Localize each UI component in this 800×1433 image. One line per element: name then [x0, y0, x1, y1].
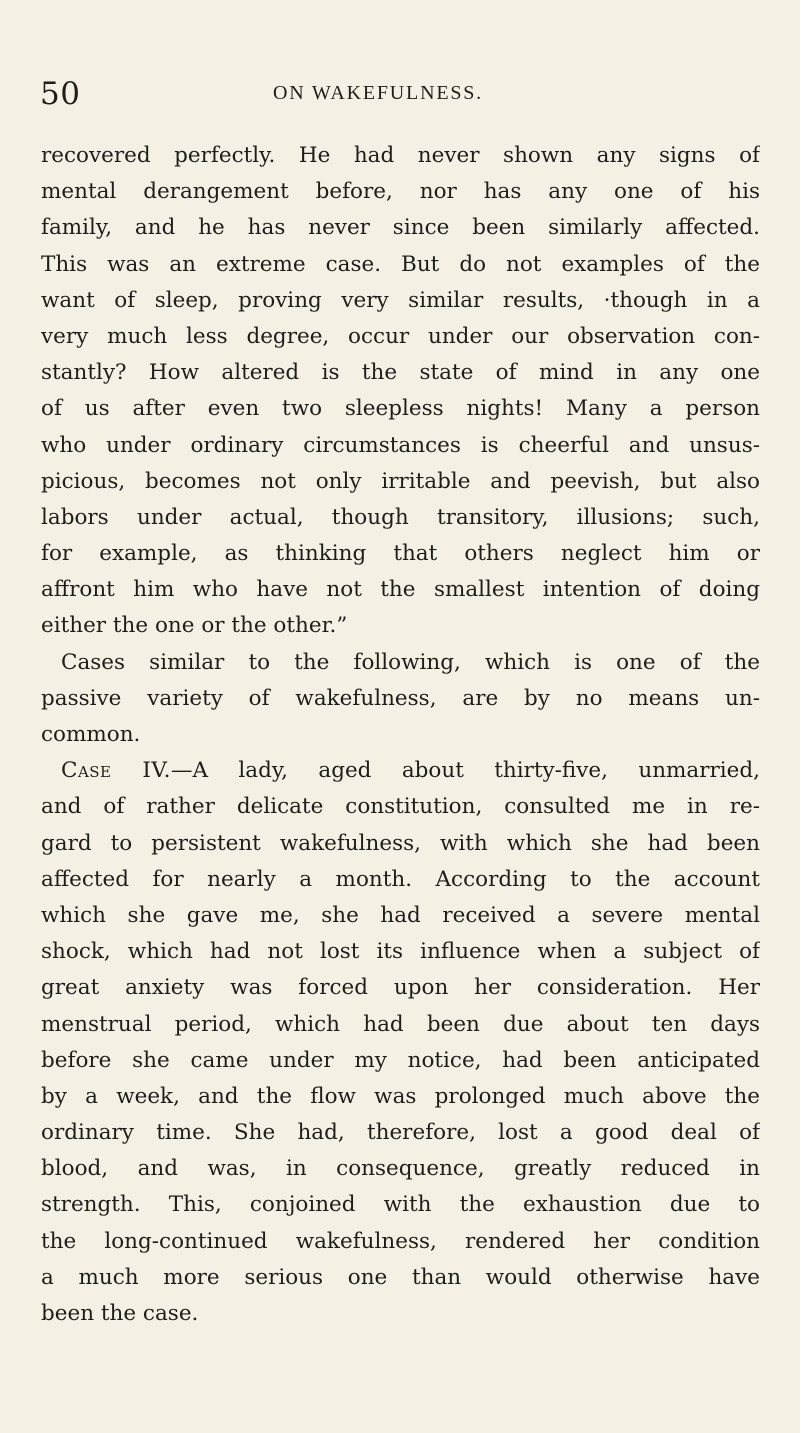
page-number: 50 — [40, 76, 81, 112]
text-line: Cases similar to the following, which is one of the — [61, 649, 760, 675]
text-line: for example, as thinking that others neglect him or — [41, 541, 760, 567]
text-line: by a week, and the flow was prolonged much above the — [41, 1083, 760, 1109]
text-line: been the case. — [41, 1301, 199, 1326]
text-line: before she came under my notice, had been anticipated — [41, 1047, 760, 1073]
text-line: who under ordinary circumstances is cheerful and unsus- — [41, 432, 760, 458]
text-line: ordinary time. She had, therefore, lost a good deal of — [41, 1120, 760, 1146]
text-line: mental derangement before, nor has any one of his — [41, 179, 760, 205]
text-line: picious, becomes not only irritable and peevish, but also — [41, 468, 760, 494]
text-line: This was an extreme case. But do not examples of the — [41, 251, 760, 277]
text-line: want of sleep, proving very similar results, ·though in a — [41, 287, 760, 313]
text-line: common. — [41, 722, 141, 747]
text-line: family, and he has never since been similarly affected. — [41, 215, 760, 241]
text-line: gard to persistent wakefulness, with which she had been — [41, 830, 760, 856]
running-title: ON WAKEFULNESS. — [273, 82, 483, 104]
text-line: the long-continued wakefulness, rendered her condition — [41, 1228, 760, 1254]
text-line: recovered perfectly. He had never shown any signs of — [41, 143, 760, 168]
text-line: passive variety of wakefulness, are by no means un- — [41, 685, 760, 711]
case-heading-line — [41, 753, 760, 789]
text-line: affront him who have not the smallest intention of doing — [41, 577, 760, 603]
text-line: and of rather delicate constitution, consulted me in re- — [41, 794, 760, 820]
text-fragment: —A lady, aged about thirty-five, unmarried, — [171, 758, 760, 784]
text-line: labors under actual, though transitory, illusions; such, — [41, 504, 760, 530]
text-line: very much less degree, occur under our observation con- — [41, 323, 760, 349]
text-line: shock, which had not lost its influence when a subject of — [41, 939, 760, 965]
text-line: of us after even two sleepless nights! Many a person — [41, 396, 760, 422]
text-line: a much more serious one than would otherwise have — [41, 1264, 760, 1290]
running-header — [40, 72, 760, 112]
case-label: Case IV. — [61, 758, 171, 784]
text-line: great anxiety was forced upon her consideration. Her — [41, 975, 760, 1001]
text-line: affected for nearly a month. According to the account — [41, 866, 760, 892]
text-line: stantly? How altered is the state of mind in any one — [41, 360, 760, 386]
text-line: strength. This, conjoined with the exhaustion due to — [41, 1192, 760, 1218]
text-line: either the one or the other.” — [41, 613, 348, 639]
text-line: menstrual period, which had been due about ten days — [41, 1011, 760, 1037]
body-text — [41, 138, 760, 1332]
text-line: blood, and was, in consequence, greatly reduced in — [41, 1156, 760, 1182]
text-line: which she gave me, she had received a severe mental — [41, 902, 760, 928]
